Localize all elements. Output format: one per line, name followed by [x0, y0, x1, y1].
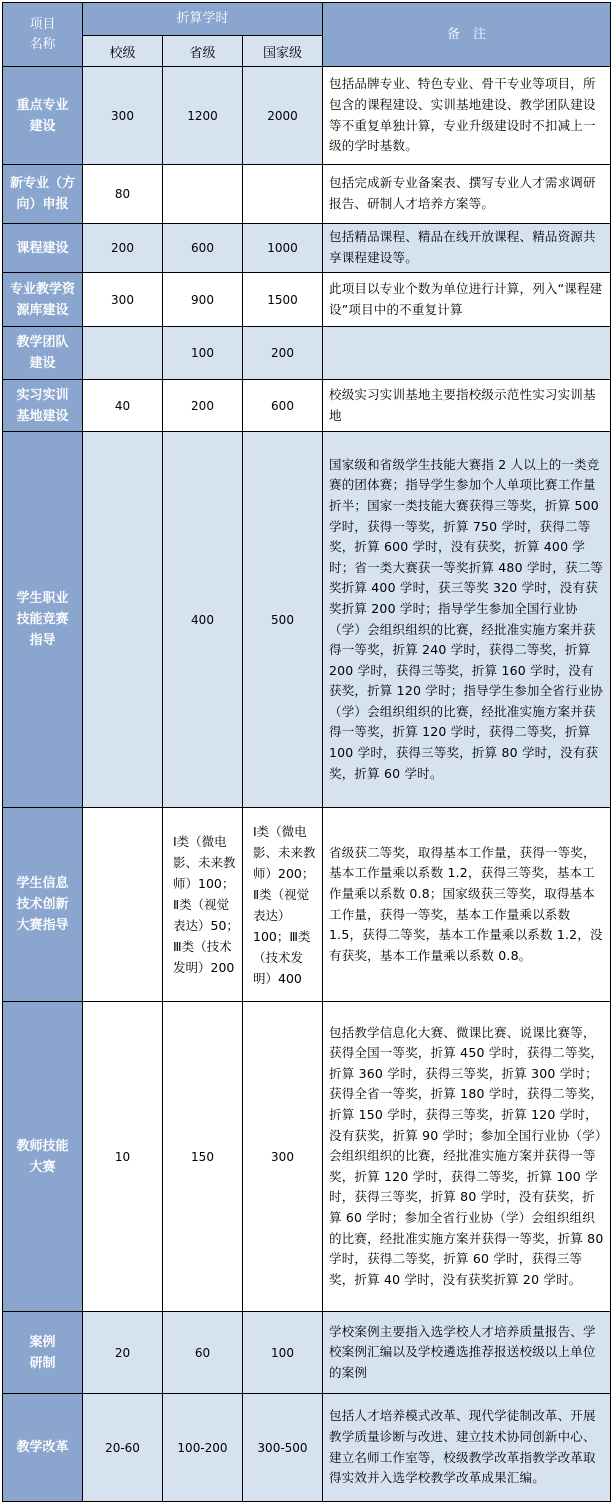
school-value [83, 432, 163, 808]
national-value: 2000 [243, 67, 323, 165]
header-remarks: 备 注 [323, 3, 611, 67]
school-value: 40 [83, 380, 163, 432]
row-name: 学生职业 技能竞赛 指导 [3, 432, 83, 808]
province-value: 900 [163, 273, 243, 327]
national-value: 1000 [243, 224, 323, 273]
row-name: 课程建设 [3, 224, 83, 273]
school-value: 300 [83, 67, 163, 165]
school-value [83, 327, 163, 380]
school-value: 200 [83, 224, 163, 273]
province-value: 150 [163, 1002, 243, 1312]
table-row [3, 1312, 611, 1394]
row-note: 校级实习实训基地主要指校级示范性实习实训基地 [323, 380, 611, 432]
row-name: 案例 研制 [3, 1312, 83, 1394]
school-value [83, 808, 163, 1002]
table-row [3, 380, 611, 432]
header-national-level: 国家级 [243, 36, 323, 67]
national-value: 300-500 [243, 1394, 323, 1502]
header-province-level: 省级 [163, 36, 243, 67]
row-name: 教学团队 建设 [3, 327, 83, 380]
national-value: 600 [243, 380, 323, 432]
row-note: 包括精品课程、精品在线开放课程、精品资源共享课程建设等。 [323, 224, 611, 273]
table-row [3, 1002, 611, 1312]
national-value [243, 165, 323, 224]
row-name: 重点专业 建设 [3, 67, 83, 165]
table-row [3, 224, 611, 273]
header-conversion-hours: 折算学时 [83, 3, 323, 36]
table-row [3, 327, 611, 380]
province-value: 1200 [163, 67, 243, 165]
province-value: 100 [163, 327, 243, 380]
row-note: 包括完成新专业备案表、撰写专业人才需求调研报告、研制人才培养方案等。 [323, 165, 611, 224]
table-row [3, 808, 611, 1002]
header-row-1 [3, 3, 611, 36]
workload-conversion-table [2, 2, 611, 1502]
table-row [3, 432, 611, 808]
school-value: 80 [83, 165, 163, 224]
table-row [3, 67, 611, 165]
national-value: 300 [243, 1002, 323, 1312]
row-name: 教师技能 大赛 [3, 1002, 83, 1312]
school-value: 10 [83, 1002, 163, 1312]
row-note: 包括教学信息化大赛、微课比赛、说课比赛等，获得全国一等奖，折算 450 学时，获得二等奖，折算 360 学时，获得三等奖，折算 300 学时；获得全省一等奖，折算 180 学时，获得二等奖，折算 150 学时，获得三等奖，折算 120 学时，没有获奖，折算 90 学时；参加全国行业协（学）会组织组织的比赛，经批准实施方案并获得一等奖，折算 120 学时，获得二等奖，折算 100 学时，获得三等奖，折算 80 学时，没有获奖，折算 60 学时；参加全省行业协（学）会组织组织的比赛，经批准实施方案并获得一等奖，折算 80 学时，获得二等奖，折算 60 学时，获得三等奖，折算 40 学时，没有获奖折算 20 学时。 [323, 1002, 611, 1312]
row-name: 实习实训 基地建设 [3, 380, 83, 432]
school-value: 300 [83, 273, 163, 327]
row-note: 包括品牌专业、特色专业、骨干专业等项目，所包含的课程建设、实训基地建设、教学团队建设等不重复单独计算，专业升级建设时不扣减上一级的学时基数。 [323, 67, 611, 165]
row-name: 新专业（方向）申报 [3, 165, 83, 224]
national-value: 200 [243, 327, 323, 380]
province-value: 200 [163, 380, 243, 432]
row-note: 学校案例主要指入选学校人才培养质量报告、学校案例汇编以及学校遴选推荐报送校级以上单位的案例 [323, 1312, 611, 1394]
header-item-name: 项目 名称 [3, 3, 83, 67]
national-value: Ⅰ类（微电影、未来教师）200；Ⅱ类（视觉表达）100；Ⅲ类（技术发明）400 [243, 808, 323, 1002]
row-name: 专业教学资源库建设 [3, 273, 83, 327]
table-row [3, 1394, 611, 1502]
province-value: 60 [163, 1312, 243, 1394]
national-value: 1500 [243, 273, 323, 327]
row-note: 包括人才培养模式改革、现代学徒制改革、开展教学质量诊断与改进、建立技术协同创新中心、建立名师工作室等，校级教学改革指教学改革取得实效并入选学校教学改革成果汇编。 [323, 1394, 611, 1502]
national-value: 500 [243, 432, 323, 808]
province-value [163, 165, 243, 224]
province-value: Ⅰ类（微电影、未来教师）100；Ⅱ类（视觉表达）50；Ⅲ类（技术发明）200 [163, 808, 243, 1002]
table-row [3, 165, 611, 224]
national-value: 100 [243, 1312, 323, 1394]
school-value: 20 [83, 1312, 163, 1394]
row-note [323, 327, 611, 380]
row-note: 省级获二等奖，取得基本工作量，获得一等奖，基本工作量乘以系数 1.2，获得三等奖，基本工作量乘以系数 0.8；国家级获三等奖，取得基本工作量，获得一等奖，基本工作量乘以系数 1.5，获得二等奖，基本工作量乘以系数 1.2，没有获奖，基本工作量乘以系数 0.8。 [323, 808, 611, 1002]
province-value: 400 [163, 432, 243, 808]
school-value: 20-60 [83, 1394, 163, 1502]
table-row [3, 273, 611, 327]
header-school-level: 校级 [83, 36, 163, 67]
row-note: 此项目以专业个数为单位进行计算，列入“课程建设”项目中的不重复计算 [323, 273, 611, 327]
row-name: 教学改革 [3, 1394, 83, 1502]
row-name: 学生信息 技术创新 大赛指导 [3, 808, 83, 1002]
row-note: 国家级和省级学生技能大赛指 2 人以上的一类竞赛的团体赛；指导学生参加个人单项比赛工作量折半；国家一类技能大赛获得三等奖，折算 500 学时，获得一等奖，折算 750 学时，获得二等奖，折算 600 学时，没有获奖，折算 400 学时；省一类大赛获一等奖折算 480 学时，获二等奖折算 400 学时，获三等奖 320 学时，没有获奖折算 200 学时；指导学生参加全国行业协（学）会组织组织的比赛，经批准实施方案并获得一等奖，折算 240 学时，获得二等奖，折算 200 学时，获得三等奖，折算 160 学时，没有获奖，折算 120 学时；指导学生参加全省行业协（学）会组织组织的比赛，经批准实施方案并获得一等奖，折算 120 学时，获得二等奖，折算 100 学时，获得三等奖，折算 80 学时，没有获奖，折算 60 学时。 [323, 432, 611, 808]
province-value: 100-200 [163, 1394, 243, 1502]
province-value: 600 [163, 224, 243, 273]
